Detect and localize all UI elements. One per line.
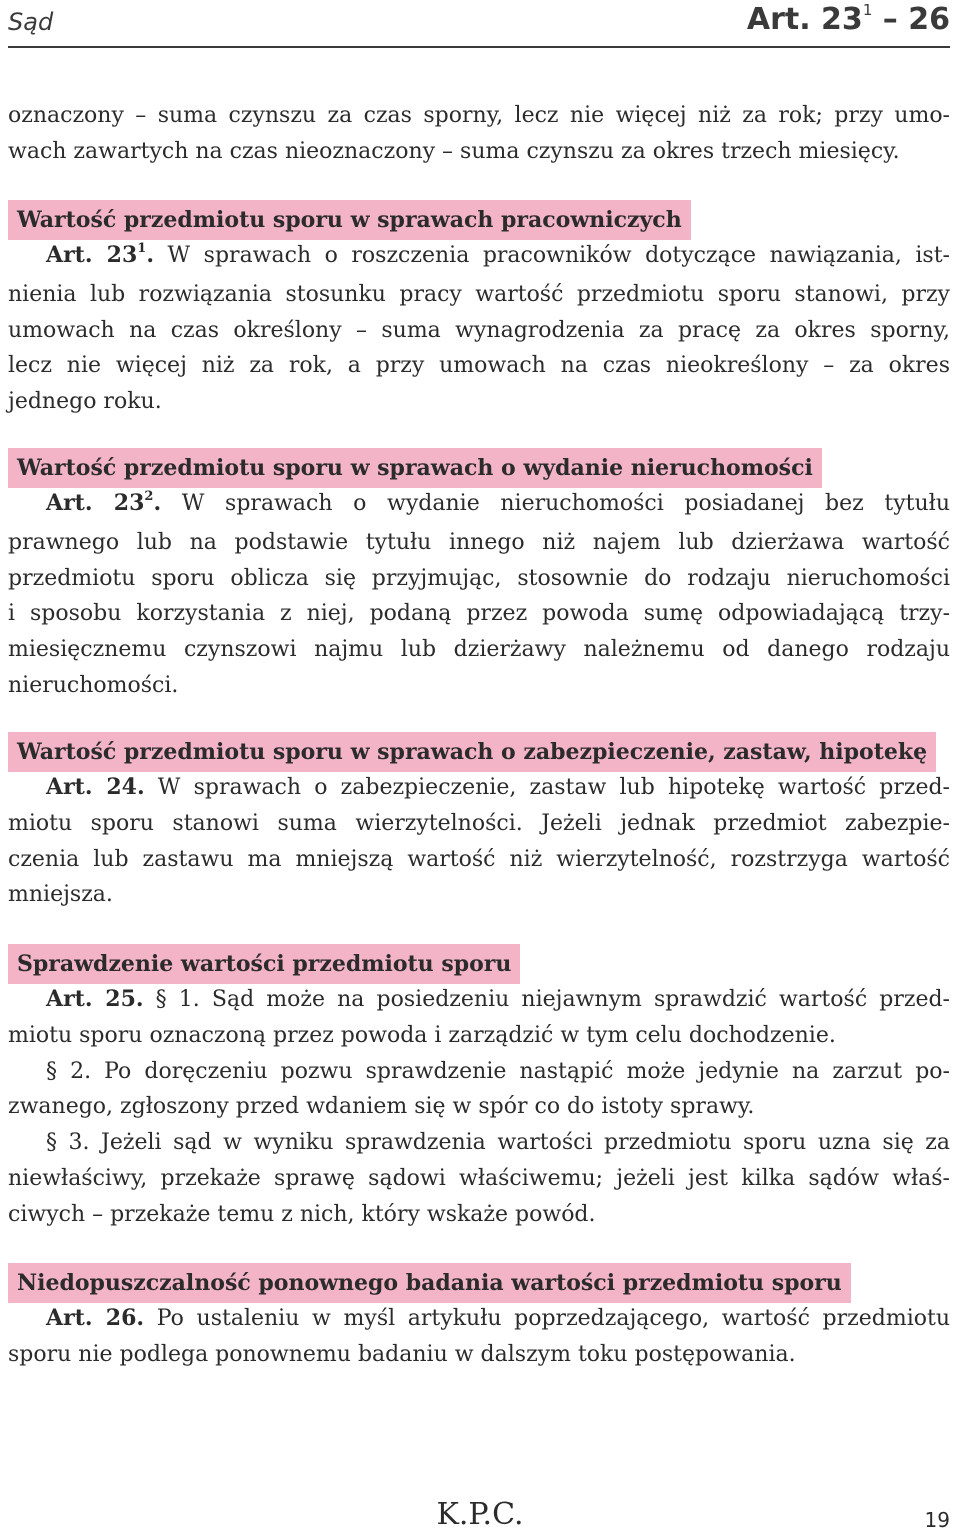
- text-line: § 3. Jeżeli sąd w wyniku sprawdzenia wartości przedmiotu sporu uzna się za: [46, 1130, 950, 1156]
- article-label: Art. 26.: [46, 1305, 145, 1331]
- text-line: przedmiotu sporu oblicza się przyjmując, stosownie do rodzaju nieruchomości: [8, 565, 950, 591]
- section-heading: Sprawdzenie wartości przedmiotu sporu: [8, 944, 520, 984]
- text-line: Art. 26. Po ustaleniu w myśl artykułu poprzedzającego, wartość przedmiotu: [46, 1305, 950, 1331]
- article-label: Art. $23^1$.: [46, 241, 155, 268]
- page-number: 19: [924, 1508, 950, 1532]
- article-label: Art. 25.: [46, 986, 144, 1012]
- header-article-range: [747, 2, 950, 37]
- text-line: Art. $23^2$. W sprawach o wydanie nieruchomości posiadanej bez tytułu: [46, 489, 950, 516]
- article-23-2-text: [8, 486, 950, 704]
- intro-text: [8, 98, 950, 170]
- header-range-suffix: – 26: [872, 2, 950, 37]
- section-heading: Niedopuszczalność ponownego badania wartości przedmiotu sporu: [8, 1263, 851, 1303]
- text-line: prawnego lub na podstawie tytułu innego niż najem lub dzierżawa wartość: [8, 529, 950, 555]
- section-heading: Wartość przedmiotu sporu w sprawach pracowniczych: [8, 200, 691, 240]
- text-line: mniejsza.: [8, 882, 113, 908]
- text-line: miotu sporu oznaczoną przez powoda i zarządzić w tym celu dochodzenie.: [8, 1022, 836, 1048]
- section-heading: Wartość przedmiotu sporu w sprawach o wydanie nieruchomości: [8, 448, 822, 488]
- footer-code: K.P.C.: [436, 1497, 524, 1532]
- text-line: § 2. Po doręczeniu pozwu sprawdzenie nastąpić może jedynie na zarzut po-: [46, 1058, 950, 1084]
- text-line: miesięcznemu czynszowi najmu lub dzierżawy należnemu od danego rodzaju: [8, 637, 950, 663]
- text-line: nienia lub rozwiązania stosunku pracy wartość przedmiotu sporu stanowi, przy: [8, 281, 950, 307]
- text-line: lecz nie więcej niż za rok, a przy umowach na czas nieokreślony – za okres: [8, 353, 950, 379]
- text-line: miotu sporu stanowi suma wierzytelności. Jeżeli jednak przedmiot zabezpie-: [8, 810, 950, 836]
- text-line: czenia lub zastawu ma mniejszą wartość niż wierzytelność, rozstrzyga wartość: [8, 846, 950, 872]
- article-25-text: [8, 982, 950, 1233]
- text-line: wach zawartych na czas nieoznaczony – suma czynszu za okres trzech miesięcy.: [8, 138, 900, 164]
- text-line: niewłaściwy, przekaże sprawę sądowi właściwemu; jeżeli jest kilka sądów właś-: [8, 1165, 950, 1191]
- text-line: nieruchomości.: [8, 672, 179, 698]
- header-section: Sąd: [8, 8, 54, 36]
- text-line: zwanego, zgłoszony przed wdaniem się w spór co do istoty sprawy.: [8, 1094, 755, 1120]
- article-26-text: [8, 1301, 950, 1373]
- section-heading: Wartość przedmiotu sporu w sprawach o zabezpieczenie, zastaw, hipotekę: [8, 732, 936, 772]
- text-line: umowach na czas określony – suma wynagrodzenia za pracę za okres sporny,: [8, 317, 950, 343]
- text-line: sporu nie podlega ponownemu badaniu w dalszym toku postępowania.: [8, 1341, 796, 1367]
- header-range-prefix: Art. 23: [746, 2, 863, 37]
- article-label: Art. 24.: [46, 774, 145, 800]
- article-label: Art. $23^2$.: [46, 489, 162, 516]
- text-line: ciwych – przekaże temu z nich, który wskaże powód.: [8, 1201, 596, 1227]
- running-header: [8, 0, 950, 48]
- text-line: Art. 24. W sprawach o zabezpieczenie, zastaw lub hipotekę wartość przed-: [46, 774, 950, 800]
- text-line: oznaczony – suma czynszu za czas sporny, lecz nie więcej niż za rok; przy umo-: [8, 103, 950, 128]
- text-line: Art. $23^1$. W sprawach o roszczenia pracowników dotyczące nawiązania, ist-: [46, 241, 950, 268]
- text-line: i sposobu korzystania z niej, podaną przez powoda sumę odpowiadającą trzy-: [8, 601, 950, 627]
- article-24-text: [8, 770, 950, 913]
- text-line: Art. 25. § 1. Sąd może na posiedzeniu niejawnym sprawdzić wartość przed-: [46, 986, 950, 1012]
- text-line: jednego roku.: [8, 389, 162, 415]
- header-range-sup: 1: [862, 1, 873, 19]
- article-23-1-text: [8, 238, 950, 420]
